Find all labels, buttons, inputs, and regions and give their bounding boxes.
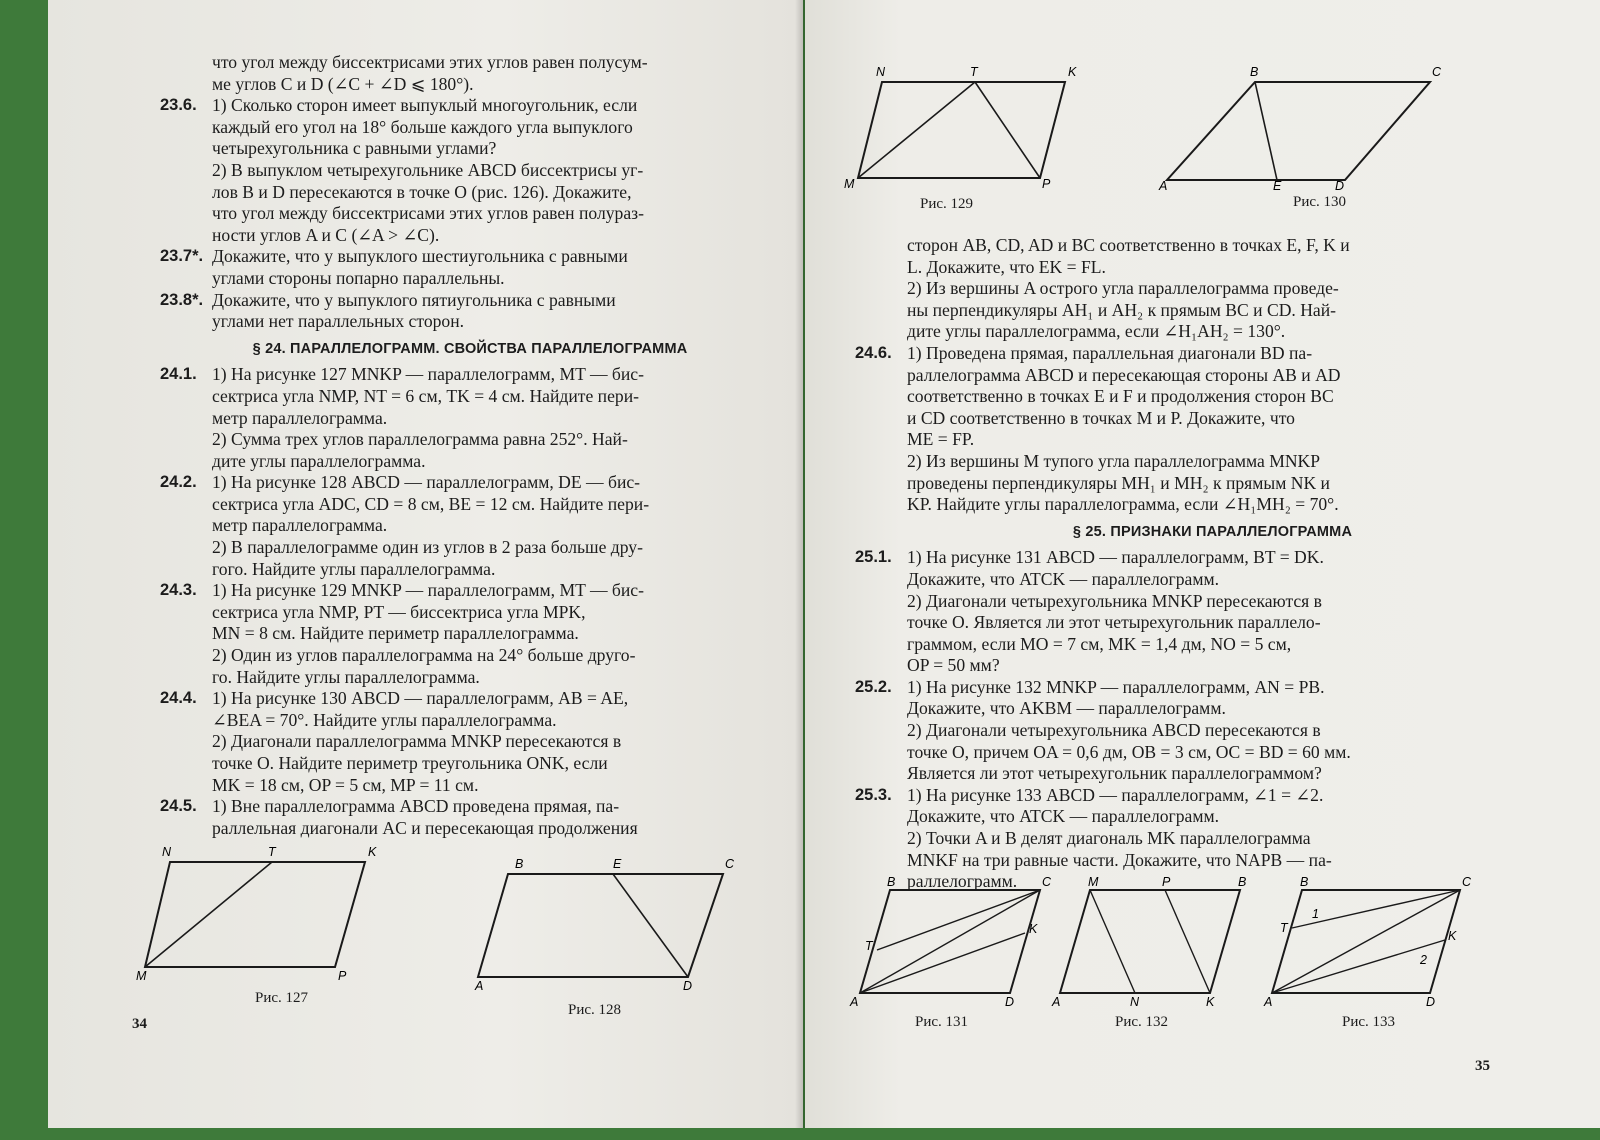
angle-label-1: 1 xyxy=(1312,907,1319,921)
problem-number: 23.7*. xyxy=(160,247,204,266)
text-line: 2) Точки A и B делят диагональ MK параллелограмма xyxy=(907,828,1311,849)
figure-130-drawing xyxy=(1155,62,1445,192)
vertex-label-c: C xyxy=(725,857,735,871)
text-line: MNKF на три равные части. Докажите, что NAPB — па- xyxy=(907,849,1332,870)
point-label-k: K xyxy=(1029,922,1038,936)
right-text xyxy=(855,235,1570,893)
text-line: 2) Диагонали четырехугольника MNKP пересекаются в xyxy=(907,590,1322,611)
vertex-label-a: A xyxy=(850,995,859,1009)
page-number-left: 34 xyxy=(132,1016,147,1032)
parallelogram-mnkp xyxy=(858,82,1065,178)
text-line: граммом, если MO = 7 см, MK = 1,4 дм, NO = 5 см, xyxy=(907,633,1292,654)
problem xyxy=(160,796,780,839)
problem-number: 24.2. xyxy=(160,473,197,492)
vertex-label-c: C xyxy=(1432,65,1442,79)
problem-number: 24.6. xyxy=(855,343,892,362)
text-line: раллелограмм. xyxy=(907,871,1018,892)
problem xyxy=(160,580,780,688)
problem-number: 23.8*. xyxy=(160,290,204,309)
intro-paragraph xyxy=(160,52,780,95)
text-line: соответственно в точках E и F и продолжения сторон BC xyxy=(907,386,1334,407)
text-line: сторон AB, CD, AD и BC соответственно в точках E, F, K и xyxy=(907,235,1350,255)
text-line: точке O. Является ли этот четырехугольник параллело- xyxy=(907,612,1321,633)
figure-129 xyxy=(844,60,1095,220)
text-line: что угол между биссектрисами этих углов равен полураз- xyxy=(212,203,644,224)
caption-fig-131: Рис. 131 xyxy=(915,1014,969,1030)
vertex-label-t: T xyxy=(268,845,276,859)
vertex-label-a: A xyxy=(1264,995,1273,1009)
problem-number: 23.6. xyxy=(160,96,197,115)
problem xyxy=(160,246,780,289)
text-line: Докажите, что ATCK — параллелограмм. xyxy=(907,568,1220,589)
point-label-t: T xyxy=(1280,921,1288,935)
vertex-label-p: P xyxy=(1042,177,1051,191)
text-line: ∠BEA = 70°. Найдите углы параллелограмма. xyxy=(212,709,557,730)
text-line: точке O. Найдите периметр треугольника ONK, если xyxy=(212,753,608,773)
figure-130 xyxy=(1155,62,1455,222)
text-line: Докажите, что у выпуклого пятиугольника с равными xyxy=(212,289,616,310)
page-number-right: 35 xyxy=(1475,1058,1490,1074)
figure-132-drawing xyxy=(1052,875,1255,1009)
segment-ak xyxy=(860,933,1025,993)
problem xyxy=(160,688,780,796)
vertex-label-n: N xyxy=(162,845,172,859)
caption-fig-130: Рис. 130 xyxy=(1293,194,1347,210)
vertex-label-d: D xyxy=(1335,179,1345,193)
text-line: MK = 18 см, OP = 5 см, MP = 11 см. xyxy=(212,774,479,795)
point-label-n: N xyxy=(1130,995,1140,1009)
vertex-label-a: A xyxy=(1159,179,1168,193)
caption-fig-133: Рис. 133 xyxy=(1342,1014,1396,1030)
right-page xyxy=(805,0,1600,1128)
text-line: 1) Проведена прямая, параллельная диагонали BD па- xyxy=(907,342,1313,363)
vertex-label-b: B xyxy=(1300,875,1309,889)
vertex-label-k: K xyxy=(1206,995,1215,1009)
text-line: каждый его угол на 18° больше каждого угла выпуклого xyxy=(212,116,633,137)
segment-tc xyxy=(877,890,1040,950)
continuation-paragraph xyxy=(855,235,1570,343)
vertex-label-b: B xyxy=(1250,65,1259,79)
parallelogram-abcd xyxy=(478,874,723,977)
vertex-label-d: D xyxy=(1005,995,1015,1009)
text-line: 1) На рисунке 127 MNKP — параллелограмм, MT — бис- xyxy=(212,364,644,385)
left-text-top xyxy=(160,52,780,839)
text-line: MN = 8 см. Найдите периметр параллелограмма. xyxy=(212,623,579,644)
text-line: 2) Из вершины A острого угла параллелограмма проведе- xyxy=(907,278,1339,299)
vertex-label-b: B xyxy=(515,857,524,871)
text-line: четырехугольника с равными углами? xyxy=(212,138,497,159)
left-page xyxy=(48,0,803,1128)
text-line: сектриса угла NMP, PT — биссектриса угла MPK, xyxy=(212,601,586,622)
text-line: 1) На рисунке 130 ABCD — параллелограмм, AB = AE, xyxy=(212,688,629,709)
vertex-label-t: T xyxy=(970,65,978,79)
problem xyxy=(160,95,780,246)
text-line: 2) Один из углов параллелограмма на 24° больше друго- xyxy=(212,645,636,666)
caption-fig-129: Рис. 129 xyxy=(920,196,974,212)
vertex-label-p: P xyxy=(338,969,347,983)
figure-132 xyxy=(1052,875,1260,1038)
text-line: метр параллелограмма. xyxy=(212,515,388,536)
section-title-25: § 25. ПРИЗНАКИ ПАРАЛЛЕЛОГРАММА xyxy=(1072,523,1353,540)
bisector-pt xyxy=(975,82,1040,178)
text-line: 1) Сколько сторон имеет выпуклый многоугольник, если xyxy=(212,95,638,116)
diagonal-ac xyxy=(1272,890,1460,993)
problem xyxy=(855,547,1570,677)
problem-number: 24.1. xyxy=(160,365,197,384)
vertex-label-m: M xyxy=(1088,875,1099,889)
angle-label-2: 2 xyxy=(1420,953,1427,967)
segment-ma xyxy=(1090,890,1135,993)
text-line: 2) Диагонали четырехугольника ABCD пересекаются в xyxy=(907,720,1321,741)
text-line: 2) В выпуклом четырехугольнике ABCD биссектрисы уг- xyxy=(212,159,644,180)
text-line: 1) На рисунке 133 ABCD — параллелограмм, ∠1 = ∠2. xyxy=(907,784,1324,805)
text-line: раллелограмма ABCD и пересекающая стороны AB и AD xyxy=(907,364,1341,385)
problem-number: 25.1. xyxy=(855,548,892,567)
text-line: Докажите, что у выпуклого шестиугольника с равными xyxy=(212,246,628,267)
problem-number: 24.5. xyxy=(160,797,197,816)
text-line: дите углы параллелограмма, если ∠H₁AH₂ = 130°. xyxy=(907,321,1286,342)
section-title-24: § 24. ПАРАЛЛЕЛОГРАММ. СВОЙСТВА ПАРАЛЛЕЛОГРАММА xyxy=(252,340,688,357)
text-line: ности углов A и C (∠A > ∠C). xyxy=(212,224,440,245)
figure-127 xyxy=(136,842,400,1006)
text-line: что угол между биссектрисами этих углов равен полусум- xyxy=(212,52,648,72)
problem-number: 25.2. xyxy=(855,677,892,696)
figure-133-drawing xyxy=(1264,875,1472,1009)
problem-number: 24.4. xyxy=(160,689,197,708)
vertex-label-n: N xyxy=(876,65,886,79)
point-label-k: K xyxy=(1448,929,1457,943)
caption-fig-127: Рис. 127 xyxy=(255,990,309,1006)
problem xyxy=(160,290,780,333)
text-line: 2) Диагонали параллелограмма MNKP пересекаются в xyxy=(212,731,622,752)
text-line: раллельная диагонали AC и пересекающая продолжения xyxy=(212,817,638,838)
text-line: сектриса угла ADC, CD = 8 см, BE = 12 см. Найдите пери- xyxy=(212,493,650,514)
figure-128-drawing xyxy=(473,852,733,992)
figure-128 xyxy=(473,852,743,1022)
text-line: проведены перпендикуляры MH₁ и MH₂ к прямым NK и xyxy=(907,472,1330,493)
text-line: углами нет параллельных сторон. xyxy=(212,311,465,332)
text-line: метр параллелограмма. xyxy=(212,407,388,428)
text-line: 1) На рисунке 129 MNKP — параллелограмм, MT — бис- xyxy=(212,580,644,601)
figure-131-drawing xyxy=(850,875,1052,1009)
text-line: 2) Сумма трех углов параллелограмма равна 252°. Най- xyxy=(212,429,628,450)
text-line: 1) Вне параллелограмма ABCD проведена прямая, па- xyxy=(212,796,620,817)
segment-be xyxy=(1255,82,1277,180)
text-line: 1) На рисунке 128 ABCD — параллелограмм, DE — бис- xyxy=(212,472,641,493)
text-line: точке O, причем OA = 0,6 дм, OB = 3 см, OC = BD = 60 мм. xyxy=(907,741,1351,762)
text-line: Докажите, что ATCK — параллелограмм. xyxy=(907,806,1220,827)
caption-fig-132: Рис. 132 xyxy=(1115,1014,1169,1030)
text-line: 1) На рисунке 132 MNKP — параллелограмм, AN = PB. xyxy=(907,676,1325,697)
vertex-label-b: B xyxy=(1238,875,1247,889)
text-line: 1) На рисунке 131 ABCD — параллелограмм, BT = DK. xyxy=(907,547,1324,568)
text-line: L. Докажите, что EK = FL. xyxy=(907,256,1106,277)
parallelogram-mnkp xyxy=(145,862,365,967)
text-line: лов B и D пересекаются в точке O (рис. 126). Докажите, xyxy=(212,181,632,202)
text-line: Является ли этот четырехугольник параллелограммом? xyxy=(907,763,1322,784)
problem-number: 24.3. xyxy=(160,581,197,600)
vertex-label-d: D xyxy=(683,979,693,993)
problem xyxy=(160,364,780,472)
text-line: ме углов C и D (∠C + ∠D ⩽ 180°). xyxy=(212,73,474,94)
vertex-label-c: C xyxy=(1042,875,1052,889)
figure-127-drawing xyxy=(136,842,380,983)
parallelogram-abcd xyxy=(1167,82,1430,180)
point-label-t: T xyxy=(865,939,873,953)
text-line: сектриса угла NMP, NT = 6 см, TK = 4 см. Найдите пери- xyxy=(212,385,639,406)
text-line: ны перпендикуляры AH₁ и AH₂ к прямым BC и CD. Най- xyxy=(907,299,1337,320)
point-label-p: P xyxy=(1162,875,1171,889)
parallelogram-mnkp xyxy=(1060,890,1240,993)
vertex-label-a: A xyxy=(475,979,484,993)
problem xyxy=(160,472,780,580)
problem xyxy=(855,677,1570,785)
text-line: го. Найдите углы параллелограмма. xyxy=(212,666,480,687)
text-line: 2) Из вершины M тупого угла параллелограмма MNKP xyxy=(907,450,1321,471)
vertex-label-a: A xyxy=(1052,995,1061,1009)
figure-131 xyxy=(850,875,1055,1038)
text-line: дите углы параллелограмма. xyxy=(212,450,426,471)
text-line: OP = 50 мм? xyxy=(907,655,1000,676)
vertex-label-k: K xyxy=(368,845,377,859)
vertex-label-d: D xyxy=(1426,995,1436,1009)
vertex-label-e: E xyxy=(613,857,622,871)
caption-fig-128: Рис. 128 xyxy=(568,1002,622,1018)
text-line: 2) В параллелограмме один из углов в 2 раза больше дру- xyxy=(212,537,643,558)
segment-bk xyxy=(1165,890,1210,993)
diagonal-ac xyxy=(860,890,1040,993)
bisector-mt xyxy=(858,82,975,178)
vertex-label-m: M xyxy=(844,177,855,191)
vertex-label-b: B xyxy=(887,875,896,889)
text-line: гого. Найдите углы параллелограмма. xyxy=(212,558,496,579)
text-line: ME = FP. xyxy=(907,429,975,450)
problem xyxy=(855,343,1570,516)
vertex-label-e: E xyxy=(1273,179,1282,193)
problem-number: 25.3. xyxy=(855,785,892,804)
figure-133 xyxy=(1264,875,1475,1038)
vertex-label-c: C xyxy=(1462,875,1472,889)
vertex-label-k: K xyxy=(1068,65,1077,79)
text-line: Докажите, что AKBM — параллелограмм. xyxy=(907,698,1226,719)
text-line: и CD соответственно в точках M и P. Докажите, что xyxy=(907,407,1295,428)
figure-129-drawing xyxy=(844,60,1085,191)
bisector-mt xyxy=(145,862,272,967)
text-line: KP. Найдите углы параллелограмма, если ∠H₁MH₂ = 70°. xyxy=(907,494,1339,515)
vertex-label-m: M xyxy=(136,969,147,983)
text-line: углами стороны попарно параллельны. xyxy=(212,267,505,288)
bisector-de xyxy=(613,874,688,977)
